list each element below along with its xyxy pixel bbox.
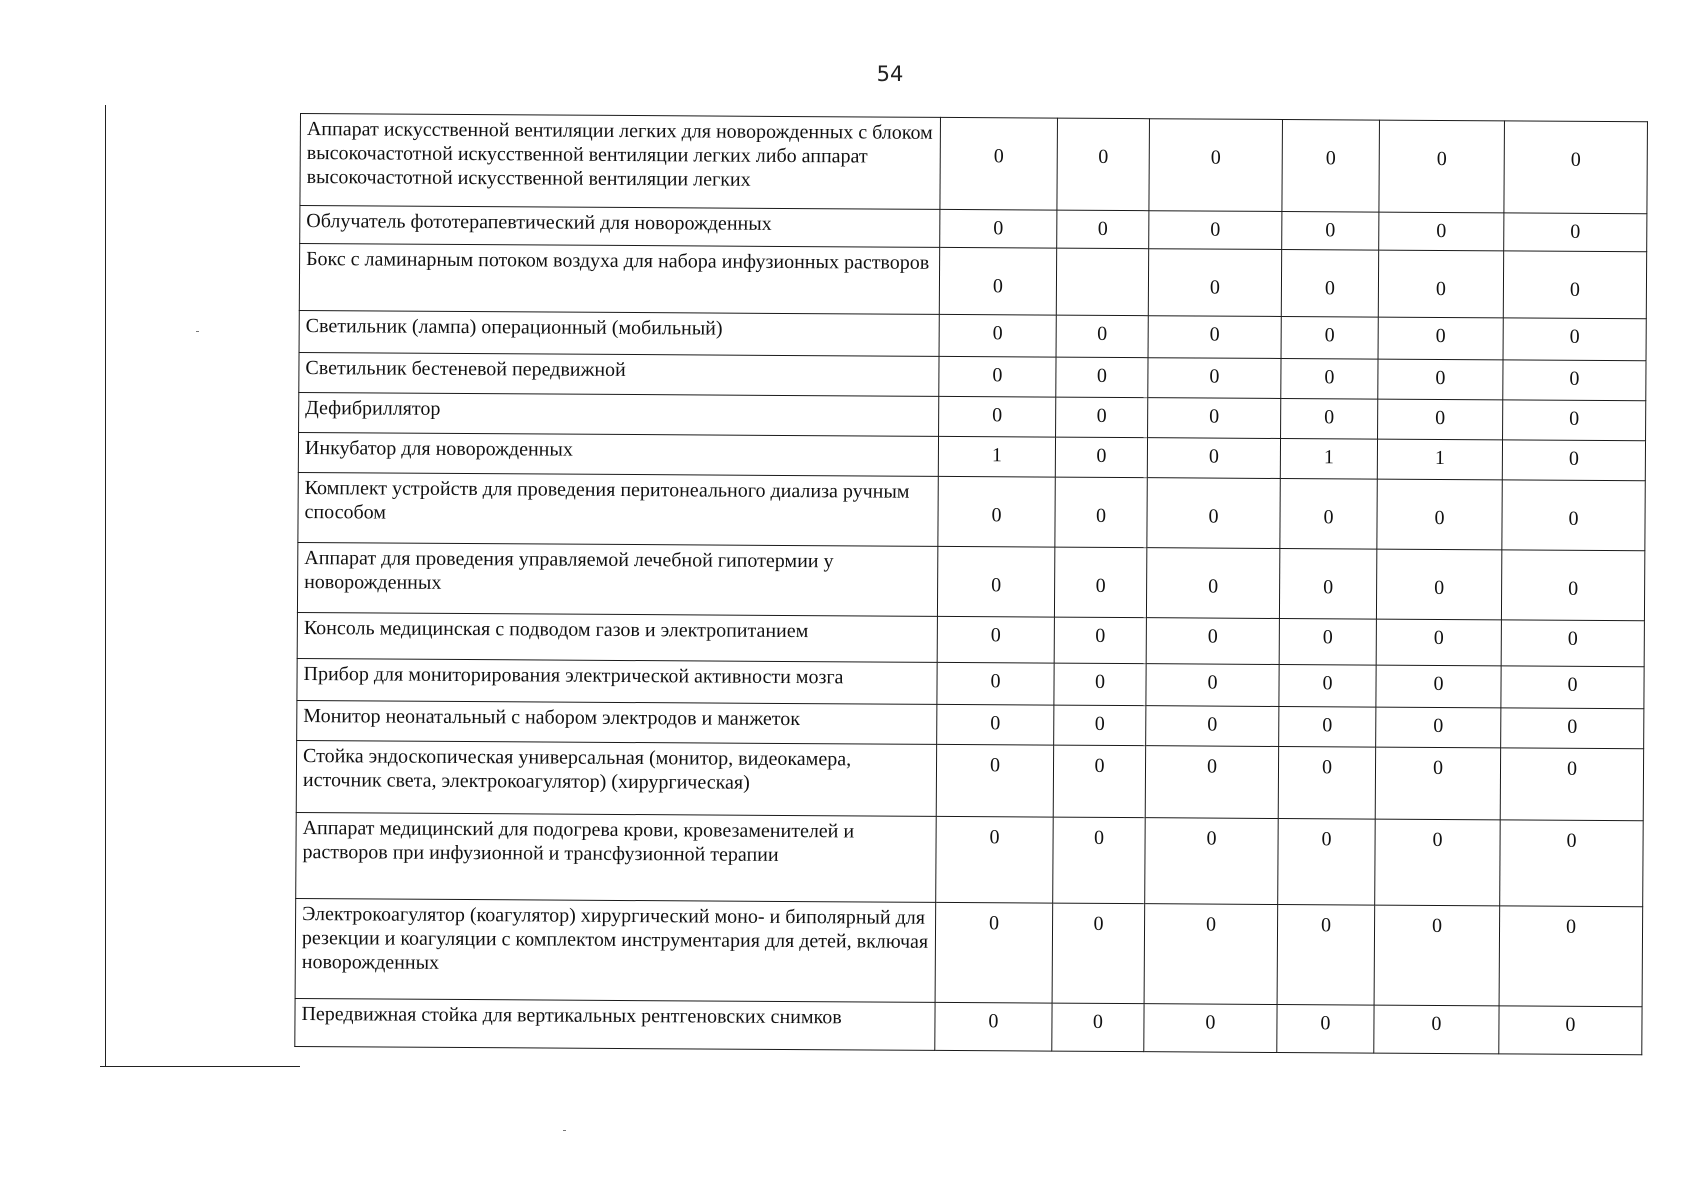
quantity-cell: 0 bbox=[1501, 708, 1644, 749]
quantity-cell: 0 bbox=[940, 117, 1058, 210]
quantity-cell: 0 bbox=[1144, 1004, 1277, 1053]
quantity-cell: 0 bbox=[1057, 118, 1150, 211]
quantity-cell: 0 bbox=[1504, 121, 1648, 214]
equipment-name-cell: Облучатель фототерапевтический для новорожденных bbox=[300, 206, 940, 248]
quantity-cell: 0 bbox=[939, 247, 1056, 315]
quantity-cell: 0 bbox=[937, 704, 1054, 745]
left-column-rule bbox=[105, 105, 106, 1067]
quantity-cell: 0 bbox=[1146, 618, 1279, 665]
quantity-cell: 1 bbox=[1280, 438, 1377, 479]
quantity-cell: 0 bbox=[1501, 666, 1644, 709]
equipment-name-cell: Аппарат искусственной вентиляции легких для новорожденных с блоком высокочастотной искусственной вентиляции легких либо аппарат высокочастотной искусственной вентиляции легких bbox=[300, 114, 941, 210]
quantity-cell: 0 bbox=[1502, 480, 1645, 551]
quantity-cell: 0 bbox=[1277, 904, 1375, 1005]
quantity-cell: 0 bbox=[939, 396, 1056, 437]
quantity-cell: 0 bbox=[1378, 317, 1503, 360]
quantity-cell: 0 bbox=[1376, 707, 1501, 748]
quantity-cell: 0 bbox=[1148, 358, 1281, 399]
page-number: 54 bbox=[876, 62, 904, 86]
quantity-cell: 0 bbox=[1055, 437, 1147, 478]
table-row bbox=[297, 612, 1644, 666]
quantity-cell: 0 bbox=[1147, 438, 1280, 479]
table-row bbox=[295, 898, 1643, 1006]
quantity-cell: 0 bbox=[1379, 120, 1505, 213]
equipment-name-cell: Аппарат для проведения управляемой лечебной гипотермии у новорожденных bbox=[297, 542, 937, 616]
quantity-cell: 0 bbox=[939, 356, 1056, 397]
equipment-table bbox=[294, 113, 1648, 1055]
quantity-cell: 0 bbox=[1146, 706, 1279, 747]
quantity-cell: 0 bbox=[1054, 663, 1146, 706]
quantity-cell: 0 bbox=[1281, 316, 1378, 359]
table-row bbox=[295, 998, 1642, 1054]
table-row bbox=[296, 812, 1644, 906]
quantity-cell: 0 bbox=[1147, 478, 1280, 549]
equipment-name-cell: Стойка эндоскопическая универсальная (монитор, видеокамера, источник света, электрокоагулятор) (хирургическая) bbox=[296, 740, 936, 816]
equipment-table-body bbox=[295, 114, 1648, 1055]
quantity-cell: 0 bbox=[1145, 818, 1279, 905]
quantity-cell: 0 bbox=[1053, 817, 1146, 904]
quantity-cell: 0 bbox=[1374, 905, 1500, 1006]
equipment-name-cell: Светильник (лампа) операционный (мобильный) bbox=[299, 310, 939, 356]
quantity-cell: 0 bbox=[1501, 620, 1644, 667]
quantity-cell: 0 bbox=[940, 209, 1057, 248]
quantity-cell: 0 bbox=[1279, 664, 1376, 707]
quantity-cell: 0 bbox=[1149, 119, 1283, 212]
quantity-cell: 0 bbox=[935, 902, 1053, 1003]
table-row bbox=[297, 542, 1644, 620]
quantity-cell: 0 bbox=[1503, 400, 1646, 441]
quantity-cell: 0 bbox=[1378, 399, 1503, 440]
quantity-cell: 0 bbox=[1375, 819, 1501, 906]
quantity-cell: 0 bbox=[1500, 820, 1644, 907]
quantity-cell: 0 bbox=[1282, 120, 1380, 213]
quantity-cell: 0 bbox=[1056, 357, 1148, 398]
quantity-cell: 0 bbox=[1378, 359, 1503, 400]
equipment-name-cell: Инкубатор для новорожденных bbox=[298, 432, 938, 476]
quantity-cell: 0 bbox=[937, 546, 1054, 617]
quantity-cell: 0 bbox=[1145, 746, 1278, 819]
quantity-cell bbox=[1056, 248, 1148, 316]
quantity-cell: 0 bbox=[1053, 745, 1145, 818]
quantity-cell: 0 bbox=[937, 662, 1054, 705]
quantity-cell: 0 bbox=[1374, 1005, 1499, 1054]
quantity-cell: 0 bbox=[1278, 818, 1376, 905]
quantity-cell: 0 bbox=[937, 616, 1054, 663]
quantity-cell: 0 bbox=[1376, 619, 1501, 666]
quantity-cell: 0 bbox=[1279, 706, 1376, 747]
quantity-cell: 0 bbox=[1055, 477, 1147, 548]
equipment-name-cell: Монитор неонатальный с набором электродов и манжеток bbox=[297, 700, 937, 744]
quantity-cell: 0 bbox=[1499, 1006, 1642, 1055]
quantity-cell: 0 bbox=[1503, 251, 1646, 319]
quantity-cell: 0 bbox=[1375, 747, 1500, 820]
equipment-name-cell: Комплект устройств для проведения перитонеального диализа ручным способом bbox=[298, 472, 938, 546]
quantity-cell: 0 bbox=[1149, 211, 1282, 250]
quantity-cell: 0 bbox=[1054, 547, 1146, 618]
quantity-cell: 0 bbox=[1281, 358, 1378, 399]
quantity-cell: 0 bbox=[1376, 665, 1501, 708]
quantity-cell: 0 bbox=[1052, 1003, 1144, 1052]
quantity-cell: 0 bbox=[1054, 705, 1146, 746]
quantity-cell: 0 bbox=[1503, 360, 1646, 401]
quantity-cell: 0 bbox=[1377, 479, 1502, 550]
quantity-cell: 0 bbox=[1056, 315, 1148, 358]
quantity-cell: 0 bbox=[1504, 213, 1647, 252]
quantity-cell: 0 bbox=[1277, 1004, 1374, 1053]
quantity-cell: 0 bbox=[1146, 548, 1279, 619]
equipment-name-cell: Дефибриллятор bbox=[299, 392, 939, 436]
quantity-cell: 0 bbox=[1281, 398, 1378, 439]
equipment-name-cell: Бокс с ламинарным потоком воздуха для набора инфузионных растворов bbox=[299, 244, 939, 315]
quantity-cell: 0 bbox=[1503, 318, 1646, 361]
equipment-name-cell: Электрокоагулятор (коагулятор) хирургический моно- и биполярный для резекции и коагуляции с комплектом инструментария для детей, включая новорожденных bbox=[295, 898, 936, 1002]
quantity-cell: 0 bbox=[1279, 548, 1376, 619]
quantity-cell: 0 bbox=[939, 314, 1056, 357]
quantity-cell: 0 bbox=[1148, 249, 1281, 317]
quantity-cell: 0 bbox=[1281, 249, 1378, 317]
quantity-cell: 0 bbox=[1057, 210, 1149, 249]
quantity-cell: 0 bbox=[1499, 906, 1643, 1007]
quantity-cell: 0 bbox=[1148, 398, 1281, 439]
quantity-cell: 0 bbox=[936, 816, 1054, 903]
quantity-cell: 0 bbox=[1500, 748, 1643, 821]
quantity-cell: 0 bbox=[1379, 212, 1504, 251]
quantity-cell: 0 bbox=[1378, 250, 1503, 318]
quantity-cell: 0 bbox=[1282, 211, 1379, 250]
table-row bbox=[299, 244, 1646, 319]
quantity-cell: 0 bbox=[936, 744, 1053, 817]
quantity-cell: 0 bbox=[1279, 618, 1376, 665]
equipment-name-cell: Консоль медицинская с подводом газов и электропитанием bbox=[297, 612, 937, 662]
equipment-name-cell: Передвижная стойка для вертикальных рентгеновских снимков bbox=[295, 998, 935, 1050]
quantity-cell: 0 bbox=[1502, 440, 1645, 481]
scan-speck bbox=[196, 331, 199, 332]
quantity-cell: 0 bbox=[1280, 478, 1377, 549]
quantity-cell: 0 bbox=[938, 476, 1055, 547]
quantity-cell: 0 bbox=[935, 1002, 1052, 1051]
quantity-cell: 1 bbox=[938, 436, 1055, 477]
quantity-cell: 0 bbox=[1501, 550, 1644, 621]
table-row bbox=[300, 114, 1648, 214]
quantity-cell: 0 bbox=[1054, 617, 1146, 664]
equipment-name-cell: Прибор для мониторирования электрической активности мозга bbox=[297, 658, 937, 704]
quantity-cell: 0 bbox=[1052, 903, 1145, 1004]
quantity-cell: 0 bbox=[1056, 397, 1148, 438]
table-row bbox=[296, 740, 1643, 820]
quantity-cell: 0 bbox=[1278, 746, 1375, 819]
quantity-cell: 0 bbox=[1376, 549, 1501, 620]
quantity-cell: 0 bbox=[1148, 316, 1281, 359]
table-row bbox=[298, 472, 1645, 550]
equipment-name-cell: Светильник бестеневой передвижной bbox=[299, 352, 939, 396]
quantity-cell: 1 bbox=[1377, 439, 1502, 480]
quantity-cell: 0 bbox=[1144, 904, 1278, 1005]
scan-speck bbox=[563, 1130, 566, 1131]
equipment-name-cell: Аппарат медицинский для подогрева крови, кровезаменителей и растворов при инфузионной и трансфузионной терапии bbox=[296, 812, 937, 902]
quantity-cell: 0 bbox=[1146, 664, 1279, 707]
left-bottom-rule bbox=[100, 1066, 300, 1067]
